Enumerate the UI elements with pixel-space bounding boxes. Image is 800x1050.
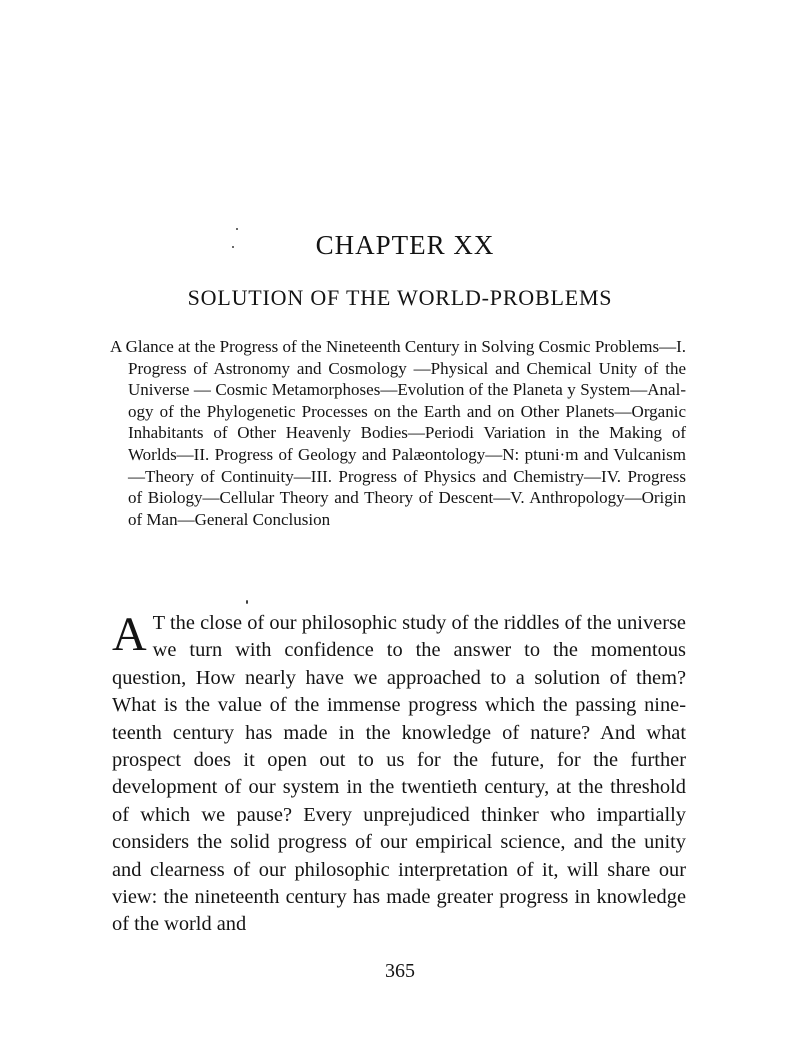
chapter-subtitle: SOLUTION OF THE WORLD-PROBLEMS	[187, 285, 613, 310]
chapter-title: CHAPTER XX	[315, 230, 495, 260]
chapter-synopsis: A Glance at the Progress of the Nineteenth Century in Solving Cosmic Problems—I. Progress of Astronomy and Cosmology —Physical and Chemical Unity of the Universe — Cosmic Metamorphoses—Evolution of the Planeta y System—Analogy of the Phylogenetic Processes on the Earth and on Other Planets—Organic Inhabitants of Other Heavenly Bodies—Periodi Variation in the Making of Worlds—II. Progress of Geology and Palæontology—N: ptuni·m and Vulcanism—Theory of Continuity—III. Progress of Physics and Chemistry—IV. Progress of Biology—Cellular Theory and Theory of Descent—V. Anthropology—Origin of Man—General Conclusion	[110, 337, 686, 529]
drop-cap: A	[112, 608, 147, 661]
body-paragraph	[112, 610, 686, 939]
print-speck	[246, 600, 248, 604]
page-number: 365	[385, 960, 415, 982]
body-text: T the close of our philosophic study of the riddles of the universe we turn with confidence to the answer to the momentous question, How nearly have we approached to a solution of them? What is the value of the immense progress which the passing nineteenth century has made in the knowledge of nature? And what prospect does it open out to us for the future, for the further development of our system in the twentieth century, at the threshold of which we pause? Every unprejudiced thinker who impartially considers the solid progress of our empirical science, and the unity and clearness of our philosophic interpretation of it, will share our view: the nineteenth century has made greater progress in knowledge of the world and	[112, 612, 686, 936]
